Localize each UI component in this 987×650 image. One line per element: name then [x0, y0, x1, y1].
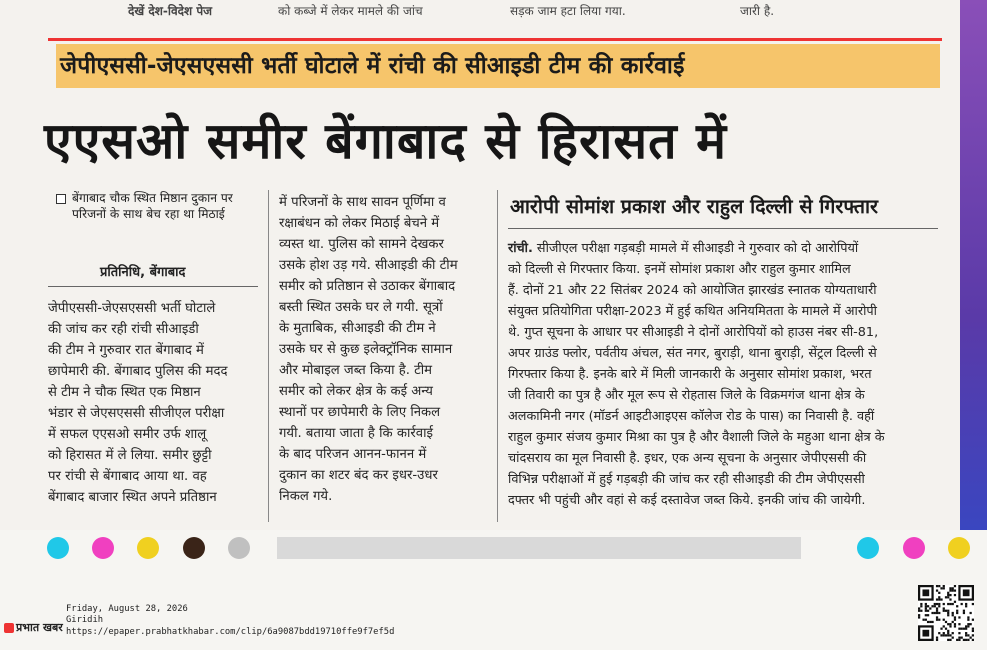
dateline: रांची.	[508, 241, 533, 256]
column-line: से टीम ने चौक स्थित एक मिष्ठान	[48, 385, 201, 400]
column-line: व्यस्त था. पुलिस को सामने देखकर	[279, 237, 444, 252]
strip-text-1: को कब्जे में लेकर मामले की जांच	[278, 4, 423, 18]
column-2	[279, 192, 486, 507]
column-line: की टीम ने गुरुवार रात बेंगाबाद में	[48, 343, 204, 358]
registration-dot	[228, 537, 250, 559]
column-line: पर रांची से बेंगाबाद आया था. वह	[48, 469, 207, 484]
registration-dot	[857, 537, 879, 559]
registration-dot	[948, 537, 970, 559]
caption-text: बेंगाबाद चौक स्थित मिष्ठान दुकान पर परिजनों के साथ बेच रहा था मिठाई	[72, 191, 233, 221]
registration-dot	[903, 537, 925, 559]
column-line: छापेमारी की. बेंगाबाद पुलिस की मदद	[48, 364, 228, 379]
clip-metadata	[66, 604, 394, 638]
column-line: दफ्तर भी पहुंची और वहां से कई दस्तावेज जब्त किये. इनकी जांच की जायेगी.	[508, 493, 866, 508]
column-3	[508, 238, 940, 511]
column-line: दुकान का शटर बंद कर इधर-उधर	[279, 468, 438, 483]
registration-dot	[137, 537, 159, 559]
caption-box-icon	[56, 194, 66, 204]
registration-dot	[92, 537, 114, 559]
clip-edition: Giridih	[66, 615, 104, 626]
column-divider	[268, 190, 269, 522]
column-line-text: सीजीएल परीक्षा गड़बड़ी मामले में सीआइडी ने गुरुवार को दो आरोपियों	[532, 241, 859, 256]
column-line: अपर ग्राउंड फ्लोर, पर्वतीय अंचल, संत नगर, बुराड़ी, थाना बुराड़ी, सेंट्रल दिल्ली से	[508, 346, 877, 361]
qr-code-icon[interactable]	[918, 585, 974, 641]
column-line: के बाद परिजन आनन-फानन में	[279, 447, 427, 462]
clip-url[interactable]: https://epaper.prabhatkhabar.com/clip/6a9087bdd19710ffe9f7ef5d	[66, 626, 395, 637]
clip-date: Friday, August 28, 2026	[66, 604, 188, 614]
logo-text: प्रभात खबर	[16, 621, 63, 634]
column-line: उसके होश उड़ गये. सीआइडी की टीम	[279, 258, 458, 273]
column-line: जी तिवारी का पुत्र है और मूल रूप से रोहतास जिले के विक्रमगंज थाना क्षेत्र के	[508, 388, 865, 403]
headline: एएसओ समीर बेंगाबाद से हिरासत में	[44, 112, 727, 170]
previous-article-strip	[0, 0, 960, 20]
column-line: गिरफ्तार किया है. इनके बारे में मिली जानकारी के अनुसार सोमांश प्रकाश, भरत	[508, 367, 872, 382]
registration-dot	[183, 537, 205, 559]
byline-rule	[48, 286, 258, 287]
column-line: संयुक्त प्रतियोगिता परीक्षा-2023 में हुई कथित अनियमितता के मामले में आरोपी	[508, 304, 877, 319]
column-line: भंडार से जेएसएससी सीजीएल परीक्षा	[48, 406, 225, 421]
kicker-text: जेपीएससी-जेएसएससी भर्ती घोटाले में रांची की सीआइडी टीम की कार्रवाई	[60, 53, 685, 79]
logo-icon	[4, 623, 14, 633]
byline: प्रतिनिधि, बेंगाबाद	[100, 265, 186, 280]
column-line: गयी. बताया जाता है कि कार्रवाई	[279, 426, 434, 441]
column-line: में परिजनों के साथ सावन पूर्णिमा व	[279, 195, 446, 210]
column-line: समीर को प्रतिष्ठान से उठाकर बेंगाबाद	[279, 279, 456, 294]
column-line: विभिन्न परीक्षाओं में हुई गड़बड़ी की जांच कर रही सीआइडी की टीम जेपीएससी	[508, 472, 865, 487]
column-line: को दिल्ली से गिरफ्तार किया. इनमें सोमांश प्रकाश और राहुल कुमार शामिल	[508, 262, 851, 277]
subhead-rule	[508, 228, 938, 229]
column-line: में सफल एएसओ समीर उर्फ शालू	[48, 427, 207, 442]
header-rule	[48, 38, 942, 41]
registration-bar	[277, 537, 801, 559]
column-line: चांदसराय का मूल निवासी है. इधर, एक अन्य सूचना के अनुसार जेपीएससी की	[508, 451, 867, 466]
column-1	[48, 298, 258, 508]
column-line: और मोबाइल जब्त किया है. टीम	[279, 363, 433, 378]
column-line: जेपीएससी-जेएसएससी भर्ती घोटाले	[48, 301, 216, 316]
photo-caption	[56, 190, 261, 222]
column-line: बस्ती स्थित उसके घर ले गयी. सूत्रों	[279, 300, 443, 315]
column-line: हैं. दोनों 21 और 22 सितंबर 2024 को आयोजित झारखंड स्नातक योग्यताधारी	[508, 283, 877, 298]
column-line: समीर को लेकर क्षेत्र के कई अन्य	[279, 384, 433, 399]
column-line: के मुताबिक, सीआइडी की टीम ने	[279, 321, 436, 336]
column-line	[508, 238, 940, 259]
column-line: अलकामिनी नगर (मॉडर्न आइटीआइएस कॉलेज रोड के पास) का निवासी है. वहीं	[508, 409, 875, 424]
registration-dot	[47, 537, 69, 559]
column-line: बेंगाबाद बाजार स्थित अपने प्रतिष्ठान	[48, 490, 217, 505]
edge-color-stripe	[960, 0, 987, 530]
column-line: थे. गुप्त सूचना के आधार पर सीआइडी ने दोनों आरोपियों को हाउस नंबर सी-81,	[508, 325, 879, 340]
strip-text-3: जारी है.	[740, 4, 775, 18]
column-line: राहुल कुमार संजय कुमार मिश्रा का पुत्र है और वैशाली जिले के महुआ थाना क्षेत्र के	[508, 430, 885, 445]
column-divider	[497, 190, 498, 522]
column-line: उसके घर से कुछ इलेक्ट्रॉनिक सामान	[279, 342, 453, 357]
column-line: को हिरासत में ले लिया. समीर छुट्टी	[48, 448, 212, 463]
column-line: की जांच कर रही रांची सीआइडी	[48, 322, 199, 337]
subheadline: आरोपी सोमांश प्रकाश और राहुल दिल्ली से गिरफ्तार	[510, 195, 879, 218]
strip-text-2: सड़क जाम हटा लिया गया.	[510, 4, 626, 18]
publisher-logo[interactable]	[4, 620, 63, 635]
see-page-note: देखें देश-विदेश पेज	[128, 4, 213, 18]
column-line: स्थानों पर छापेमारी के लिए निकल	[279, 405, 441, 420]
column-line: निकल गये.	[279, 489, 333, 504]
column-line: रक्षाबंधन को लेकर मिठाई बेचने में	[279, 216, 440, 231]
